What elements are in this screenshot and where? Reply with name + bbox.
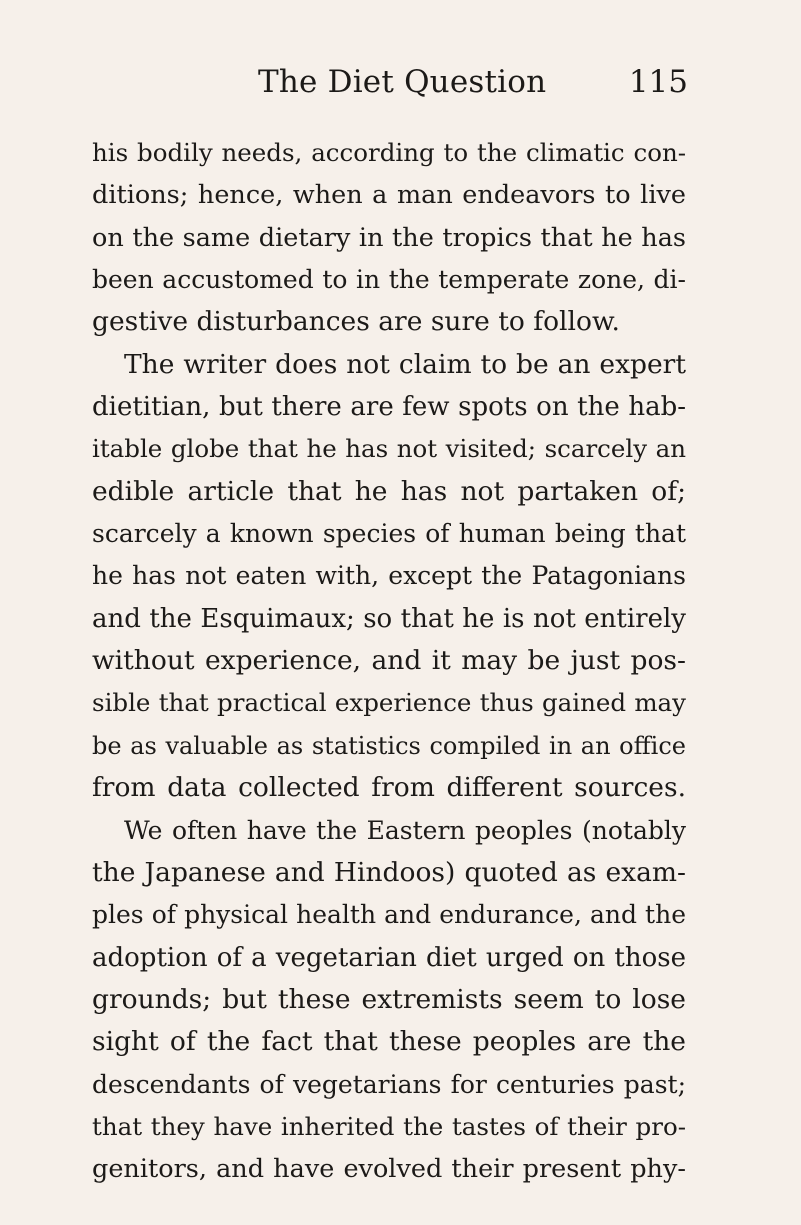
text-line: sight of the fact that these peoples are the	[92, 1026, 686, 1058]
text-line: edible article that he has not partaken of;	[92, 475, 686, 507]
text-line: and the Esquimaux; so that he is not entirely	[92, 603, 686, 634]
text-line: descendants of vegetarians for centuries past;	[92, 1069, 686, 1099]
text-line: he has not eaten with, except the Patagonians	[92, 561, 686, 591]
text-line: The writer does not claim to be an expert	[124, 348, 686, 380]
text-line: dietitian, but there are few spots on the hab-	[92, 392, 686, 423]
text-line: been accustomed to in the temperate zone, di-	[92, 265, 686, 295]
text-line: gestive disturbances are sure to follow.	[92, 306, 620, 338]
text-line: itable globe that he has not visited; scarcely an	[92, 434, 686, 464]
running-title: The Diet Question	[258, 64, 547, 100]
running-head	[258, 64, 688, 108]
text-line: adoption of a vegetarian diet urged on those	[92, 942, 686, 973]
text-line: genitors, and have evolved their present phy-	[92, 1154, 686, 1185]
text-line: ditions; hence, when a man endeavors to live	[92, 180, 686, 211]
text-line: his bodily needs, according to the climatic con-	[92, 138, 686, 167]
text-line: We often have the Eastern peoples (notably	[124, 815, 686, 845]
text-line: sible that practical experience thus gained may	[92, 688, 686, 718]
text-line: without experience, and it may be just pos-	[92, 645, 686, 677]
text-line: be as valuable as statistics compiled in an office	[92, 731, 686, 760]
page-number: 115	[628, 64, 688, 100]
text-line: that they have inherited the tastes of their pro-	[92, 1111, 686, 1141]
text-line: on the same dietary in the tropics that he has	[92, 222, 686, 253]
text-line: the Japanese and Hindoos) quoted as exam-	[92, 856, 686, 888]
text-line: grounds; but these extremists seem to lose	[92, 983, 686, 1015]
body-text	[92, 132, 686, 1191]
text-line: scarcely a known species of human being that	[92, 519, 686, 549]
text-line: ples of physical health and endurance, and the	[92, 900, 686, 930]
text-line: from data collected from different sources.	[92, 772, 686, 804]
